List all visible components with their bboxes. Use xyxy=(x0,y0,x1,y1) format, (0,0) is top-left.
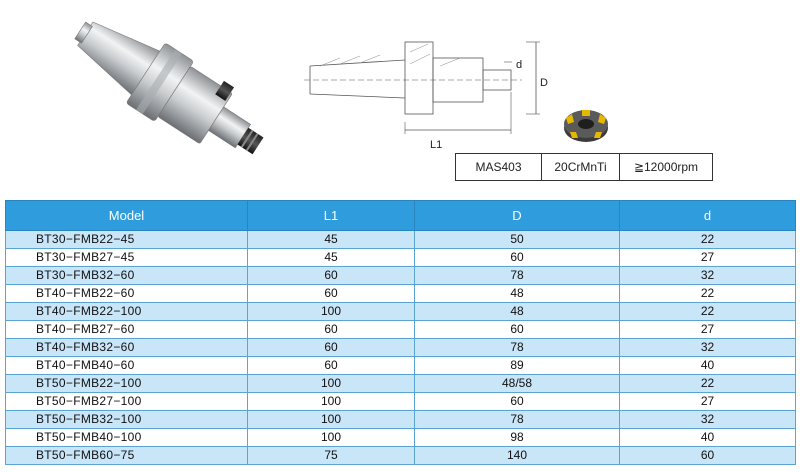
product-header xyxy=(0,0,800,190)
cell-d-lower: 27 xyxy=(620,393,796,411)
cell-d-lower: 22 xyxy=(620,231,796,249)
table-header-row xyxy=(6,201,796,231)
cell-model: BT30−FMB22−45 xyxy=(6,231,248,249)
cell-l1: 45 xyxy=(248,231,415,249)
cell-d-lower: 32 xyxy=(620,411,796,429)
table-row xyxy=(6,393,796,411)
cell-l1: 100 xyxy=(248,303,415,321)
cell-model: BT30−FMB32−60 xyxy=(6,267,248,285)
table-row xyxy=(6,339,796,357)
spec-material: 20CrMnTi xyxy=(542,154,620,180)
cell-d-lower: 27 xyxy=(620,321,796,339)
tool-holder-photo xyxy=(60,12,290,172)
face-mill-cutter-photo xyxy=(556,100,616,150)
column-header-l1: L1 xyxy=(248,201,415,231)
cell-l1: 100 xyxy=(248,375,415,393)
drawing-label-D: D xyxy=(540,77,548,89)
spec-standard: MAS403 xyxy=(456,154,542,180)
table-row xyxy=(6,429,796,447)
table-row xyxy=(6,447,796,465)
cell-l1: 75 xyxy=(248,447,415,465)
column-header-d-upper: D xyxy=(415,201,620,231)
cell-model: BT50−FMB22−100 xyxy=(6,375,248,393)
cell-model: BT40−FMB32−60 xyxy=(6,339,248,357)
cell-l1: 45 xyxy=(248,249,415,267)
drawing-label-d: d xyxy=(516,59,523,71)
table-row xyxy=(6,231,796,249)
cell-l1: 100 xyxy=(248,429,415,447)
cell-model: BT50−FMB32−100 xyxy=(6,411,248,429)
cell-d-upper: 48 xyxy=(415,303,620,321)
table-row xyxy=(6,411,796,429)
spec-max-speed: ≧12000rpm xyxy=(633,160,699,174)
cell-d-lower: 22 xyxy=(620,375,796,393)
cell-d-lower: 40 xyxy=(620,357,796,375)
cell-d-lower: 60 xyxy=(620,447,796,465)
dimension-drawing xyxy=(300,30,550,160)
cell-l1: 60 xyxy=(248,321,415,339)
cell-d-lower: 32 xyxy=(620,267,796,285)
cell-d-lower: 22 xyxy=(620,285,796,303)
column-header-model: Model xyxy=(6,201,248,231)
cell-d-upper: 89 xyxy=(415,357,620,375)
cell-d-upper: 48 xyxy=(415,285,620,303)
cell-l1: 60 xyxy=(248,285,415,303)
cell-d-lower: 27 xyxy=(620,249,796,267)
cell-d-lower: 40 xyxy=(620,429,796,447)
spec-box xyxy=(455,153,713,181)
cell-l1: 60 xyxy=(248,339,415,357)
cell-model: BT40−FMB27−60 xyxy=(6,321,248,339)
drawing-label-L1: L1 xyxy=(430,139,443,151)
cell-d-upper: 78 xyxy=(415,339,620,357)
column-header-d-lower: d xyxy=(620,201,796,231)
table-row xyxy=(6,321,796,339)
cell-d-lower: 32 xyxy=(620,339,796,357)
cell-model: BT40−FMB40−60 xyxy=(6,357,248,375)
table-row xyxy=(6,267,796,285)
table-row xyxy=(6,303,796,321)
cell-d-upper: 60 xyxy=(415,249,620,267)
specification-table xyxy=(5,200,796,465)
cell-l1: 100 xyxy=(248,411,415,429)
cell-d-upper: 48/58 xyxy=(415,375,620,393)
cell-l1: 60 xyxy=(248,357,415,375)
cell-d-upper: 50 xyxy=(415,231,620,249)
cell-model: BT50−FMB27−100 xyxy=(6,393,248,411)
table-row xyxy=(6,357,796,375)
cell-model: BT50−FMB40−100 xyxy=(6,429,248,447)
table-row xyxy=(6,249,796,267)
cell-d-upper: 140 xyxy=(415,447,620,465)
cell-d-lower: 22 xyxy=(620,303,796,321)
cell-l1: 100 xyxy=(248,393,415,411)
cell-l1: 60 xyxy=(248,267,415,285)
table-row xyxy=(6,285,796,303)
cell-model: BT30−FMB27−45 xyxy=(6,249,248,267)
cell-d-upper: 78 xyxy=(415,411,620,429)
cell-model: BT40−FMB22−100 xyxy=(6,303,248,321)
cell-d-upper: 60 xyxy=(415,393,620,411)
cell-model: BT40−FMB22−60 xyxy=(6,285,248,303)
table-row xyxy=(6,375,796,393)
table-body xyxy=(6,231,796,465)
cell-d-upper: 98 xyxy=(415,429,620,447)
cell-model: BT50−FMB60−75 xyxy=(6,447,248,465)
cell-d-upper: 60 xyxy=(415,321,620,339)
cell-d-upper: 78 xyxy=(415,267,620,285)
